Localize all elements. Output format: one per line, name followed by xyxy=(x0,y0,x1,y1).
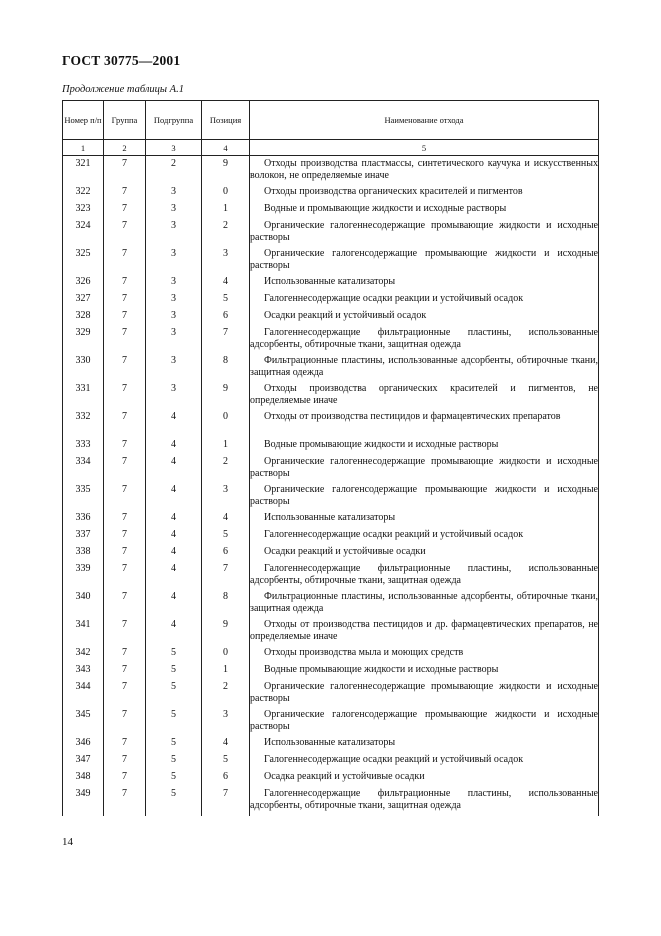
waste-name-text: Галогеннесодержащие фильтрационные пластины, использованные адсорбенты, обтирочные ткани, защитная одежда xyxy=(250,327,598,350)
waste-name-text: Отходы производства пластмассы, синтетического каучука и искусственных волокон, не определяемые иначе xyxy=(250,158,598,181)
waste-name-text: Органические галогенсодержащие промывающие жидкости и исходные растворы xyxy=(250,484,598,507)
table-row xyxy=(63,709,599,737)
cell-subgroup: 4 xyxy=(146,456,202,484)
cell-number: 329 xyxy=(63,327,104,355)
cell-waste-name xyxy=(250,383,599,411)
cell-subgroup: 5 xyxy=(146,681,202,709)
cell-number: 332 xyxy=(63,411,104,439)
cell-position: 1 xyxy=(202,439,250,456)
table-row xyxy=(63,383,599,411)
cell-waste-name xyxy=(250,276,599,293)
cell-subgroup: 4 xyxy=(146,411,202,439)
cell-subgroup: 3 xyxy=(146,276,202,293)
cell-position: 5 xyxy=(202,293,250,310)
cell-position: 5 xyxy=(202,529,250,546)
cell-group: 7 xyxy=(104,591,146,619)
cell-subgroup: 3 xyxy=(146,203,202,220)
cell-waste-name xyxy=(250,591,599,619)
cell-group: 7 xyxy=(104,276,146,293)
cell-position: 9 xyxy=(202,383,250,411)
cell-number: 335 xyxy=(63,484,104,512)
cell-subgroup: 4 xyxy=(146,439,202,456)
table-row xyxy=(63,203,599,220)
column-number: 5 xyxy=(250,140,599,156)
cell-position: 5 xyxy=(202,754,250,771)
table-row xyxy=(63,619,599,647)
cell-group: 7 xyxy=(104,737,146,754)
cell-waste-name xyxy=(250,156,599,187)
cell-waste-name xyxy=(250,647,599,664)
cell-position: 6 xyxy=(202,546,250,563)
cell-group: 7 xyxy=(104,647,146,664)
cell-group: 7 xyxy=(104,771,146,788)
cell-number: 336 xyxy=(63,512,104,529)
waste-name-text: Использованные катализаторы xyxy=(264,276,396,287)
cell-waste-name xyxy=(250,619,599,647)
cell-waste-name xyxy=(250,203,599,220)
cell-waste-name xyxy=(250,709,599,737)
cell-position: 9 xyxy=(202,619,250,647)
waste-name-text: Галогеннесодержащие осадки реакций и устойчивый осадок xyxy=(264,754,524,765)
waste-name-text: Использованные катализаторы xyxy=(264,512,396,523)
page-number: 14 xyxy=(62,836,73,848)
cell-group: 7 xyxy=(104,411,146,439)
cell-number: 345 xyxy=(63,709,104,737)
table-row xyxy=(63,512,599,529)
cell-position: 3 xyxy=(202,709,250,737)
cell-position: 4 xyxy=(202,512,250,529)
table-row xyxy=(63,156,599,187)
cell-number: 324 xyxy=(63,220,104,248)
cell-waste-name xyxy=(250,664,599,681)
waste-name-text: Органические галогенсодержащие промывающие жидкости и исходные растворы xyxy=(250,248,598,271)
waste-name-text: Отходы производства органических красителей и пигментов, не определяемые иначе xyxy=(250,383,598,406)
table-row xyxy=(63,355,599,383)
cell-position: 3 xyxy=(202,484,250,512)
cell-position: 1 xyxy=(202,664,250,681)
cell-position: 8 xyxy=(202,355,250,383)
cell-subgroup: 4 xyxy=(146,484,202,512)
cell-subgroup: 5 xyxy=(146,709,202,737)
table-row xyxy=(63,293,599,310)
cell-waste-name xyxy=(250,737,599,754)
cell-waste-name xyxy=(250,484,599,512)
cell-subgroup: 4 xyxy=(146,619,202,647)
cell-waste-name xyxy=(250,220,599,248)
cell-position: 0 xyxy=(202,411,250,439)
cell-waste-name xyxy=(250,186,599,203)
cell-group: 7 xyxy=(104,788,146,816)
table-row xyxy=(63,456,599,484)
cell-number: 341 xyxy=(63,619,104,647)
cell-position: 7 xyxy=(202,788,250,816)
cell-waste-name xyxy=(250,310,599,327)
waste-name-text: Осадка реакций и устойчивые осадки xyxy=(264,771,425,782)
cell-subgroup: 4 xyxy=(146,512,202,529)
table-row xyxy=(63,186,599,203)
cell-waste-name xyxy=(250,248,599,276)
column-header-subgroup: Подгруппа xyxy=(146,101,202,140)
table-row xyxy=(63,788,599,816)
table-row xyxy=(63,484,599,512)
table-row xyxy=(63,771,599,788)
cell-number: 344 xyxy=(63,681,104,709)
waste-name-text: Фильтрационные пластины, использованные адсорбенты, обтирочные ткани, защитная одежда xyxy=(250,355,598,378)
cell-number: 325 xyxy=(63,248,104,276)
column-number: 4 xyxy=(202,140,250,156)
cell-position: 2 xyxy=(202,220,250,248)
cell-subgroup: 5 xyxy=(146,788,202,816)
cell-position: 4 xyxy=(202,276,250,293)
cell-subgroup: 3 xyxy=(146,327,202,355)
column-header-number: Номер п/п xyxy=(63,101,104,140)
column-header-waste-name: Наименование отхода xyxy=(250,101,599,140)
waste-name-text: Водные промывающие жидкости и исходные растворы xyxy=(264,439,499,450)
cell-waste-name xyxy=(250,563,599,591)
cell-number: 338 xyxy=(63,546,104,563)
cell-group: 7 xyxy=(104,484,146,512)
cell-number: 348 xyxy=(63,771,104,788)
cell-subgroup: 4 xyxy=(146,563,202,591)
cell-position: 2 xyxy=(202,681,250,709)
cell-number: 347 xyxy=(63,754,104,771)
cell-subgroup: 3 xyxy=(146,220,202,248)
cell-number: 327 xyxy=(63,293,104,310)
cell-position: 7 xyxy=(202,563,250,591)
cell-position: 9 xyxy=(202,156,250,187)
waste-name-text: Отходы производства органических красителей и пигментов xyxy=(264,186,523,197)
cell-waste-name xyxy=(250,411,599,439)
table-row xyxy=(63,310,599,327)
cell-group: 7 xyxy=(104,203,146,220)
cell-group: 7 xyxy=(104,439,146,456)
cell-subgroup: 3 xyxy=(146,248,202,276)
waste-name-text: Органические галогеннесодержащие промывающие жидкости и исходные растворы xyxy=(250,220,598,243)
cell-position: 4 xyxy=(202,737,250,754)
cell-waste-name xyxy=(250,681,599,709)
cell-group: 7 xyxy=(104,355,146,383)
table-row xyxy=(63,681,599,709)
cell-number: 337 xyxy=(63,529,104,546)
table-row xyxy=(63,754,599,771)
cell-subgroup: 3 xyxy=(146,355,202,383)
waste-name-text: Галогеннесодержащие фильтрационные пластины, использованные адсорбенты, обтирочные ткани, защитная одежда xyxy=(250,563,598,586)
cell-group: 7 xyxy=(104,327,146,355)
cell-position: 1 xyxy=(202,203,250,220)
waste-name-text: Использованные катализаторы xyxy=(264,737,396,748)
cell-group: 7 xyxy=(104,310,146,327)
waste-name-text: Водные и промывающие жидкости и исходные растворы xyxy=(264,203,507,214)
cell-position: 6 xyxy=(202,310,250,327)
cell-subgroup: 4 xyxy=(146,591,202,619)
waste-name-text: Отходы производства мыла и моющих средств xyxy=(264,647,464,658)
cell-waste-name xyxy=(250,439,599,456)
cell-group: 7 xyxy=(104,156,146,187)
waste-name-text: Осадки реакций и устойчивый осадок xyxy=(264,310,427,321)
waste-name-text: Осадки реакций и устойчивые осадки xyxy=(264,546,426,557)
column-number: 1 xyxy=(63,140,104,156)
cell-group: 7 xyxy=(104,512,146,529)
cell-number: 343 xyxy=(63,664,104,681)
cell-group: 7 xyxy=(104,619,146,647)
cell-number: 323 xyxy=(63,203,104,220)
table-caption: Продолжение таблицы А.1 xyxy=(62,84,184,95)
cell-number: 339 xyxy=(63,563,104,591)
cell-subgroup: 2 xyxy=(146,156,202,187)
waste-name-text: Органические галогенсодержащие промывающие жидкости и исходные растворы xyxy=(250,709,598,732)
waste-classification-table xyxy=(62,100,599,816)
cell-number: 322 xyxy=(63,186,104,203)
waste-name-text: Галогеннесодержащие осадки реакции и устойчивый осадок xyxy=(264,293,524,304)
cell-group: 7 xyxy=(104,248,146,276)
table-row xyxy=(63,737,599,754)
cell-waste-name xyxy=(250,754,599,771)
cell-group: 7 xyxy=(104,681,146,709)
cell-subgroup: 5 xyxy=(146,737,202,754)
table-row xyxy=(63,546,599,563)
cell-position: 0 xyxy=(202,186,250,203)
cell-position: 8 xyxy=(202,591,250,619)
cell-group: 7 xyxy=(104,563,146,591)
cell-subgroup: 3 xyxy=(146,383,202,411)
waste-name-text: Отходы от производства пестицидов и др. фармацевтических препаратов, не определяемые иначе xyxy=(250,619,598,642)
cell-number: 346 xyxy=(63,737,104,754)
table-row xyxy=(63,411,599,439)
cell-subgroup: 5 xyxy=(146,664,202,681)
table-row xyxy=(63,439,599,456)
cell-subgroup: 5 xyxy=(146,754,202,771)
cell-position: 6 xyxy=(202,771,250,788)
column-number-row xyxy=(63,140,599,156)
cell-waste-name xyxy=(250,771,599,788)
table-row xyxy=(63,220,599,248)
cell-number: 331 xyxy=(63,383,104,411)
cell-waste-name xyxy=(250,788,599,816)
cell-number: 330 xyxy=(63,355,104,383)
cell-group: 7 xyxy=(104,383,146,411)
cell-subgroup: 3 xyxy=(146,186,202,203)
cell-number: 349 xyxy=(63,788,104,816)
cell-waste-name xyxy=(250,293,599,310)
cell-position: 7 xyxy=(202,327,250,355)
waste-name-text: Галогеннесодержащие осадки реакций и устойчивый осадок xyxy=(264,529,524,540)
cell-waste-name xyxy=(250,512,599,529)
cell-waste-name xyxy=(250,327,599,355)
column-number: 3 xyxy=(146,140,202,156)
table-row xyxy=(63,529,599,546)
cell-group: 7 xyxy=(104,220,146,248)
cell-group: 7 xyxy=(104,186,146,203)
cell-group: 7 xyxy=(104,664,146,681)
table-row xyxy=(63,327,599,355)
table-row xyxy=(63,248,599,276)
cell-group: 7 xyxy=(104,456,146,484)
cell-number: 321 xyxy=(63,156,104,187)
cell-waste-name xyxy=(250,529,599,546)
cell-number: 333 xyxy=(63,439,104,456)
column-header-row xyxy=(63,101,599,140)
cell-waste-name xyxy=(250,456,599,484)
column-header-group: Группа xyxy=(104,101,146,140)
cell-position: 0 xyxy=(202,647,250,664)
table-row xyxy=(63,563,599,591)
cell-waste-name xyxy=(250,355,599,383)
cell-number: 328 xyxy=(63,310,104,327)
cell-subgroup: 5 xyxy=(146,771,202,788)
cell-subgroup: 3 xyxy=(146,310,202,327)
document-code: ГОСТ 30775—2001 xyxy=(62,53,181,68)
cell-subgroup: 4 xyxy=(146,529,202,546)
cell-position: 3 xyxy=(202,248,250,276)
table-row xyxy=(63,664,599,681)
waste-name-text: Галогеннесодержащие фильтрационные пластины, использованные адсорбенты, обтирочные ткани, защитная одежда xyxy=(250,788,598,811)
waste-name-text: Органические галогеннесодержащие промывающие жидкости и исходные растворы xyxy=(250,681,598,704)
cell-group: 7 xyxy=(104,529,146,546)
table-row xyxy=(63,647,599,664)
waste-name-text: Отходы от производства пестицидов и фармацевтических препаратов xyxy=(264,411,561,422)
cell-subgroup: 4 xyxy=(146,546,202,563)
waste-name-text: Водные промывающие жидкости и исходные растворы xyxy=(264,664,499,675)
table-row xyxy=(63,591,599,619)
cell-subgroup: 3 xyxy=(146,293,202,310)
cell-number: 342 xyxy=(63,647,104,664)
cell-number: 334 xyxy=(63,456,104,484)
cell-group: 7 xyxy=(104,546,146,563)
waste-name-text: Фильтрационные пластины, использованные адсорбенты, обтирочные ткани, защитная одежда xyxy=(250,591,598,614)
waste-name-text: Органические галогеннесодержащие промывающие жидкости и исходные растворы xyxy=(250,456,598,479)
cell-waste-name xyxy=(250,546,599,563)
cell-number: 326 xyxy=(63,276,104,293)
cell-group: 7 xyxy=(104,754,146,771)
column-header-position: Позиция xyxy=(202,101,250,140)
column-number: 2 xyxy=(104,140,146,156)
cell-position: 2 xyxy=(202,456,250,484)
cell-subgroup: 5 xyxy=(146,647,202,664)
table-body xyxy=(63,156,599,817)
cell-group: 7 xyxy=(104,293,146,310)
table-row xyxy=(63,276,599,293)
cell-number: 340 xyxy=(63,591,104,619)
cell-group: 7 xyxy=(104,709,146,737)
